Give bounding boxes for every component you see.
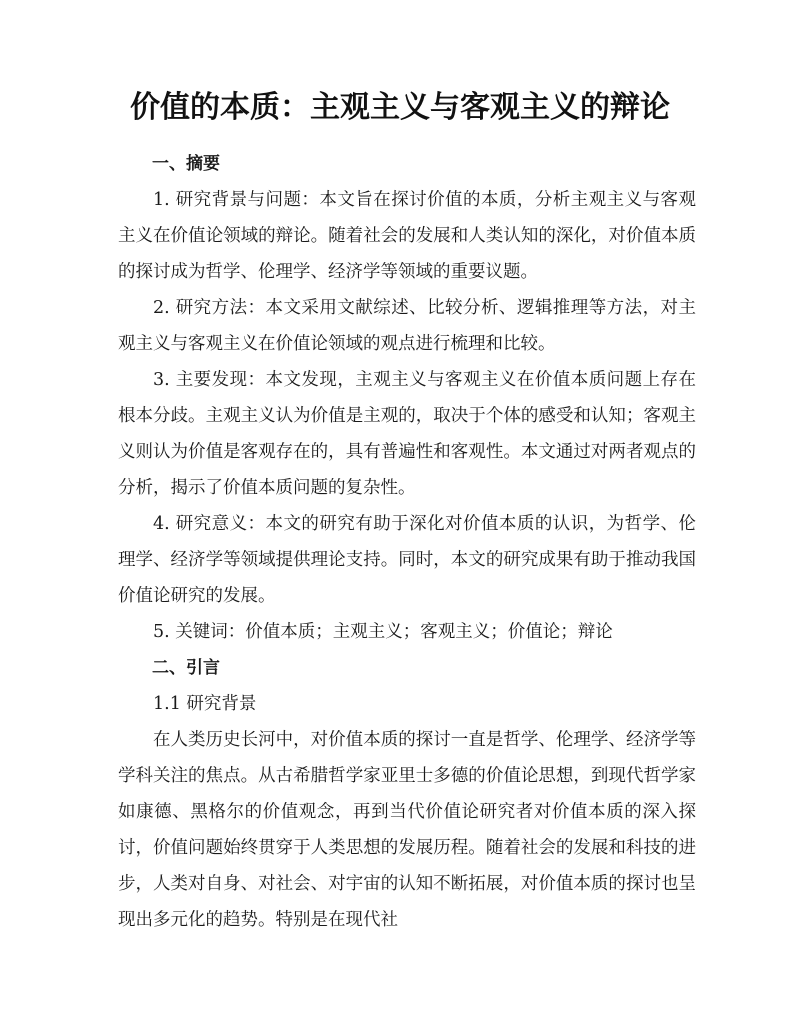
abstract-item-keywords: 5. 关键词：价值本质；主观主义；客观主义；价值论；辩论 (153, 622, 613, 642)
abstract-item-significance: 4. 研究意义：本文的研究有助于深化对价值本质的认识，为哲学、伦理学、经济学等领域提供理论支持。同时，本文的研究成果有助于推动我国价值论研究的发展。 (118, 514, 696, 606)
abstract-item-findings: 3. 主要发现：本文发现，主观主义与客观主义在价值本质问题上存在根本分歧。主观主义认为价值是主观的，取决于个体的感受和认知；客观主义则认为价值是客观存在的，具有普遍性和客观性。本文通过对两者观点的分析，揭示了价值本质问题的复杂性。 (118, 370, 696, 498)
intro-heading: 二、引言 (152, 658, 220, 678)
abstract-heading: 一、摘要 (152, 154, 220, 174)
abstract-item-method: 2. 研究方法：本文采用文献综述、比较分析、逻辑推理等方法，对主观主义与客观主义在价值论领域的观点进行梳理和比较。 (118, 298, 696, 354)
intro-subheading: 1.1 研究背景 (153, 694, 257, 714)
document-body (118, 146, 696, 938)
intro-paragraph: 在人类历史长河中，对价值本质的探讨一直是哲学、伦理学、经济学等学科关注的焦点。从古希腊哲学家亚里士多德的价值论思想，到现代哲学家如康德、黑格尔的价值观念，再到当代价值论研究者对价值本质的深入探讨，价值问题始终贯穿于人类思想的发展历程。随着社会的发展和科技的进步，人类对自身、对社会、对宇宙的认知不断拓展，对价值本质的探讨也呈现出多元化的趋势。特别是在现代社 (118, 730, 696, 930)
abstract-item-background: 1. 研究背景与问题：本文旨在探讨价值的本质，分析主观主义与客观主义在价值论领域的辩论。随着社会的发展和人类认知的深化，对价值本质的探讨成为哲学、伦理学、经济学等领域的重要议题。 (118, 190, 696, 282)
document-title: 价值的本质：主观主义与客观主义的辩论 (130, 90, 670, 125)
